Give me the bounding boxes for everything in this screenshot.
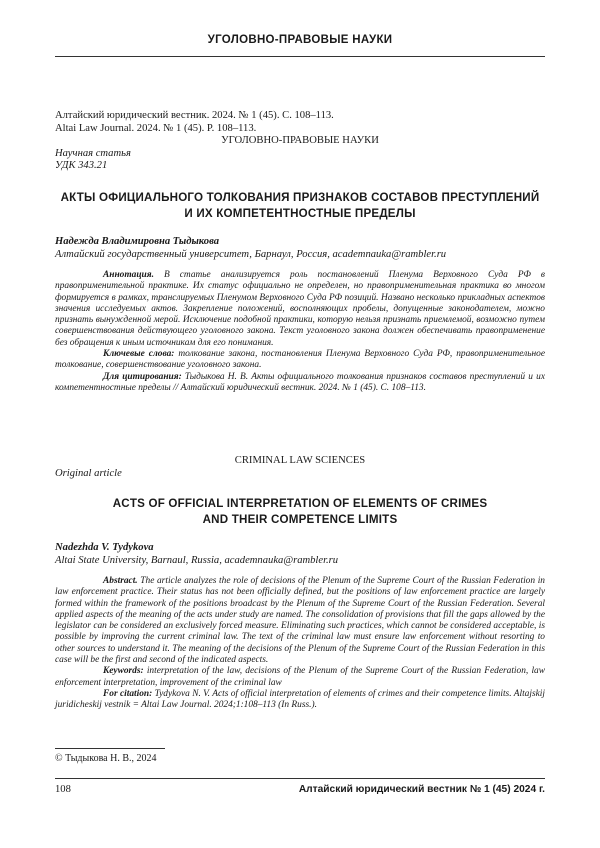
- title-ru-line-1: АКТЫ ОФИЦИАЛЬНОГО ТОЛКОВАНИЯ ПРИЗНАКОВ СОСТАВОВ ПРЕСТУПЛЕНИЙ: [55, 190, 545, 206]
- abstract-en: [55, 576, 545, 712]
- footer-rule: [55, 778, 545, 779]
- citation-ru: Алтайский юридический вестник. 2024. № 1 (45). С. 108–113.: [55, 110, 545, 123]
- author-en: Nadezhda V. Tydykova: [55, 542, 545, 555]
- cite-en-label: For citation:: [103, 689, 152, 699]
- abstract-en-label: Abstract.: [103, 576, 138, 586]
- header-rule: [55, 56, 545, 57]
- keywords-en-label: Keywords:: [103, 666, 144, 676]
- citation-block: [55, 110, 545, 173]
- section-block-en: [55, 455, 545, 480]
- citation-en: Altai Law Journal. 2024. № 1 (45). P. 108–113.: [55, 123, 545, 136]
- keywords-ru-paragraph: [55, 349, 545, 372]
- affiliation-ru: Алтайский государственный университет, Барнаул, Россия, academnauka@rambler.ru: [55, 249, 545, 262]
- running-header: УГОЛОВНО-ПРАВОВЫЕ НАУКИ: [55, 34, 545, 46]
- section-en: CRIMINAL LAW SCIENCES: [55, 455, 545, 468]
- abstract-ru-text: В статье анализируется роль постановлений Пленума Верховного Суда РФ в правоприменительной практике. Их статус официально не определен, но правоприменительная практика во многом формируется в рамках, транслируемых Пленумом Верховного Суда РФ позиций. Названо несколько прикладных аспектов значения исследуемых актов. Закрепление положений, восполняющих пробелы, допущенные законодателем, можно признать вынужденной мерой. Исключение подобной практики, которую нельзя признать приемлемой, возможно путем совершенствования действующего уголовного закона. Текст уголовного закона должен обеспечивать правоприменение без обращения к иным источникам для его понимания.: [55, 270, 545, 348]
- cite-en-text: Tydykova N. V. Acts of official interpretation of elements of crimes and their competence limits. Altajskij juridicheskij vestnik = Altai Law Journal. 2024;1:108–113 (In Russ.).: [55, 689, 545, 710]
- title-ru-line-2: И ИХ КОМПЕТЕНТНОСТНЫЕ ПРЕДЕЛЫ: [55, 206, 545, 222]
- affiliation-en: Altai State University, Barnaul, Russia, academnauka@rambler.ru: [55, 555, 545, 568]
- article-type-ru: Научная статья: [55, 148, 545, 161]
- abstract-en-paragraph: [55, 576, 545, 666]
- keywords-ru-label: Ключевые слова:: [103, 349, 174, 359]
- copyright: © Тыдыкова Н. В., 2024: [55, 753, 157, 764]
- title-en-line-1: ACTS OF OFFICIAL INTERPRETATION OF ELEMENTS OF CRIMES: [55, 496, 545, 512]
- author-ru: Надежда Владимировна Тыдыкова: [55, 236, 545, 249]
- cite-en-paragraph: [55, 689, 545, 712]
- article-title-ru: [55, 190, 545, 221]
- author-block-en: [55, 542, 545, 567]
- abstract-ru: [55, 270, 545, 394]
- cite-ru-paragraph: [55, 372, 545, 395]
- page-number: 108: [55, 784, 71, 795]
- author-block-ru: [55, 236, 545, 261]
- cite-ru-label: Для цитирования:: [103, 372, 182, 382]
- abstract-en-text: The article analyzes the role of decisions of the Plenum of the Supreme Court of the Russian Federation in law enforcement practice. Their status has not been officially defined, but the positions of law enforcement practice are largely formed within the framework of the positions broadcast by the Plenum of the Supreme Court of the Russian Federation. Several applied aspects of the meaning of the acts under study are named. The consolidation of provisions that fill the gaps allowed by the legislator can be considered an exclusively forced measure. Eliminating such practices, which cannot be considered acceptable, is possible by improving the current criminal law. The text of the criminal law must ensure law enforcement without resorting to other sources to understand it. The meaning of the decisions of the Plenum of the Supreme Court of the Russian Federation in this case will be the first and second of the indicated aspects.: [55, 576, 545, 665]
- title-en-line-2: AND THEIR COMPETENCE LIMITS: [55, 512, 545, 528]
- udk: УДК 343.21: [55, 160, 545, 173]
- footnote-rule: [55, 748, 165, 749]
- article-title-en: [55, 496, 545, 527]
- keywords-en-paragraph: [55, 666, 545, 689]
- article-type-en: Original article: [55, 468, 545, 481]
- abstract-ru-label: Аннотация.: [103, 270, 154, 280]
- section-ru: УГОЛОВНО-ПРАВОВЫЕ НАУКИ: [55, 135, 545, 148]
- journal-footer: Алтайский юридический вестник № 1 (45) 2024 г.: [299, 784, 545, 795]
- cite-ru-text: Тыдыкова Н. В. Акты официального толкования признаков составов преступлений и их компетентностные пределы // Алтайский юридический вестник. 2024. № 1 (45). С. 108–113.: [55, 372, 545, 393]
- keywords-ru-text: толкование закона, постановления Пленума Верховного Суда РФ, правоприменительное толкование, совершенствование уголовного закона.: [55, 349, 545, 370]
- keywords-en-text: interpretation of the law, decisions of the Plenum of the Supreme Court of the Russian Federation, law enforcement interpretation, improvement of the criminal law: [55, 666, 545, 687]
- abstract-ru-paragraph: [55, 270, 545, 349]
